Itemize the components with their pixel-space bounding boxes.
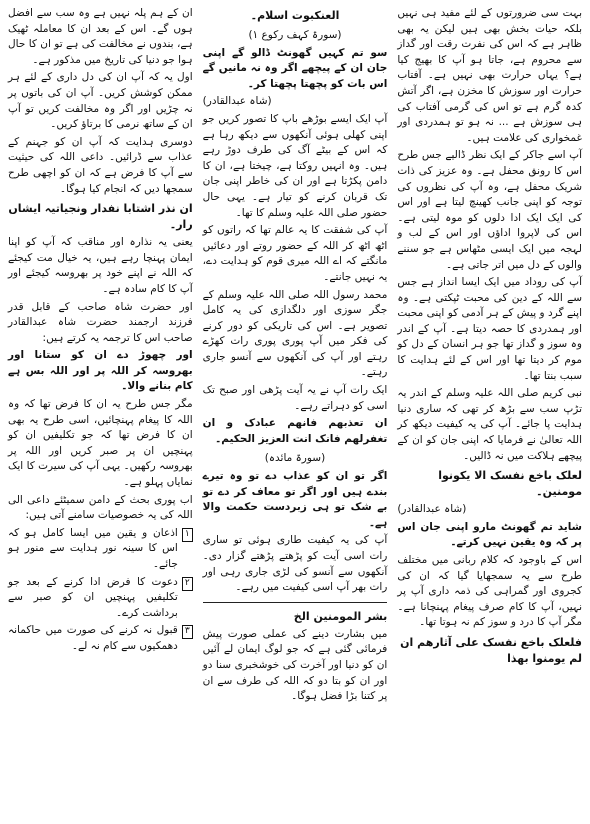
- section-heading: العنکبوت اسلام۔: [250, 9, 340, 22]
- footer-verse: فلعلک باخع نفسک علی آثارھم ان لم یومنوا بھذا: [400, 635, 582, 665]
- quotation: سو تم کہیں گھونٹ ڈالو گے اپنی جان ان کے پیچھے اگر وہ نہ مانیں گے اس بات کو پچھتا پچھتا کر۔: [202, 46, 388, 90]
- reference-note: (شاہ عبدالقادر): [202, 95, 272, 108]
- list-number: ۱: [182, 528, 193, 542]
- paragraph: آپ کی روداد میں ایک ایسا انداز ہے جس سے اللہ کے دین کی محبت ٹپکتی ہے۔ وہ اپنے گرد و پیش کے ہر آدمی کو اپنی محبت اور ہمدردی کا حصہ دیتا ہے۔ آپ کے اندر وہ سوز و گداز تھا جو ہر انسان کے دل کو موم کر دیتا تھا اور اس کے لئے ہدایت کا سبب بنتا تھا۔: [397, 276, 582, 382]
- paragraph: آپ کی شفقت کا یہ عالم تھا کہ راتوں کو اٹھ اٹھ کر اللہ کے حضور روتے اور دعائیں مانگتے کہ اے اللہ میری قوم کو ہدایت دے، یہ نہیں جانتے۔: [202, 224, 388, 283]
- paragraph: آپ ایک ایسے بوڑھے باپ کا تصور کریں جو اپنی کھلی ہوئی آنکھوں سے دیکھ رہا ہے کہ اس کے بیٹے آگ کی طرف دوڑ رہے ہیں۔ وہ انہیں روکتا ہے، چیختا ہے، ان کا دامن پکڑتا ہے اور ان کی خاطر اپنی جان تک قربان کرنے کو تیار ہے۔ یہی حال حضور صلی اللہ علیہ وسلم کا تھا۔: [202, 112, 388, 219]
- column-middle: [203, 6, 388, 818]
- list-number: ۲: [182, 577, 193, 591]
- paragraph: محمد رسول اللہ صلی اللہ علیہ وسلم کے جگر سوزی اور دلگدازی کی یہ کامل تصویر ہے۔ اس کی تاریکی کو دور کرنے کی فکر میں آپ پوری پوری رات کھڑے رہتے اور آپ کی آنکھوں سے آنسو جاری رہتے۔: [202, 288, 388, 379]
- divider: [203, 602, 388, 603]
- paragraph: نبی کریم صلی اللہ علیہ وسلم کے اندر یہ تڑپ سب سے بڑھ کر تھی کہ ساری دنیا ہدایت پا جائے۔ آپ کی یہ کیفیت دیکھ کر اللہ تعالیٰ نے فرمایا کہ اپنی جان کو ان کے پیچھے ہلاکت میں نہ ڈالیں۔: [397, 387, 582, 462]
- paragraph: ایک رات آپ نے یہ آیت پڑھی اور صبح تک اسی کو دہراتے رہے۔: [202, 384, 388, 412]
- list-number: ۳: [182, 625, 193, 639]
- list-item: [8, 623, 193, 654]
- paragraph: یعنی یہ نذارہ اور مناقب کہ آپ کو اپنا ایمان پہنچا رہے ہیں، یہ خیال مت کیجئے کہ اللہ نے اپنے خود پر بھروسہ کیجئے اور آپ کا کام سادہ ہے۔: [7, 236, 193, 295]
- section-heading: بشر المومنین الخ: [293, 609, 388, 623]
- paragraph: اور حضرت شاہ صاحب کے قابل قدر فرزند ارجمند حضرت شاہ عبدالقادر صاحب اس کا ترجمہ یہ کرتے ہیں:: [7, 300, 193, 344]
- section-heading: ان نذر اشتابا نفدار ونجیاتیہ ایشاں رار۔: [8, 202, 193, 232]
- paragraph: دوسری ہدایت کہ آپ ان کو جہنم کے عذاب سے ڈرائیں۔ داعی اللہ کی حیثیت سے آپ کا فرض ہے کہ ان کو اچھی طرح سمجھا دیں کہ انجام کیا ہوگا۔: [7, 135, 193, 195]
- list-text: اذعان و یقین میں ایسا کامل ہو کہ اس کا سینہ نور ہدایت سے منور ہو جائے۔: [7, 526, 178, 570]
- paragraph: آپ اسے جاکر کے ایک نظر ڈالیے جس طرح اس کا رونق محفل ہے۔ وہ عزیز کی ذات شریک محفل ہے، وہ آپ کی نظروں کی توجہ کو اپنی جانب کھینچ لیتا ہے اور اس کی ایک ایک ادا دلوں کو موہ لیتی ہے۔ اس کی لاپروا اداؤں اور اس کے لب و لہجہ میں ایک ایسی مٹھاس ہے جو سننے والوں کے دل میں اتر جاتی ہے۔: [397, 149, 582, 271]
- reference-note: (سورۃ مائدہ): [264, 452, 326, 465]
- quotation: اگر تو ان کو عذاب دے تو وہ تیرے بندے ہیں اور اگر تو معاف کر دے تو بے شک تو ہی زبردست حکمت والا ہے۔: [202, 470, 388, 529]
- list-item: [8, 575, 193, 622]
- section-heading: لعلک باخع نفسک الا یکونوا مومنین۔: [438, 469, 582, 499]
- verse: ان تعذبھم فانھم عبادک و ان تغفرلھم فانک انت العزیز الحکیم۔: [202, 417, 388, 445]
- paragraph: ان کے ہم پلہ نہیں ہے وہ سب سے افضل ہوں گے۔ اس کے بعد ان کا معاملہ ٹھیک ہے، بندوں نے مخالفت کی ہے تو ان کا حال ہوا جو دنیا کی تاریخ میں مذکور ہے۔: [7, 7, 193, 66]
- paragraph: اب پوری بحث کے دامن سمیٹئے داعی الی اللہ کی یہ خصوصیات سامنے آتی ہیں:: [7, 493, 193, 522]
- paragraph: میں بشارت دینے کی عملی صورت پیش فرمائی گئی ہے کہ جو لوگ ایمان لے آئیں ان کو دنیا اور آخرت کی خوشخبری سنا دو اور ان کو بتا دو کہ اللہ کی طرف سے ان پر کتنا بڑا فضل ہوگا۔: [202, 627, 388, 703]
- quotation: اور چھوڑ دے ان کو ستانا اور بھروسہ کر اللہ پر اور اللہ بس ہے کام بنانے والا۔: [7, 349, 193, 393]
- column-left: [8, 6, 193, 818]
- quotation: شاید تم گھونٹ مارو اپنی جان اس پر کہ وہ یقین نہیں کرتے۔: [397, 520, 582, 549]
- paragraph: بہت سی ضرورتوں کے لئے مفید ہی نہیں بلکہ حیات بخش بھی ہیں لیکن یہ بھی ظاہر ہے کہ اس کی نفرت رقت اور گداز سے محروم ہے، جاتا ہو آپ کا بھیج کیا ہے؟ یہاں حرارت بھی نہیں ہے۔ آفتاب حرارت اور سوزش کا مخزن ہے، اگر آتش کدہ گرم ہے تو اس کی گرمی آفتاب کی ہی سوزش ہے ... نہ ہو تو ہمدردی اور غمخواری کی علامت ہیں۔: [397, 7, 582, 144]
- reference-note: (سورۃ کہف رکوع ۱): [248, 29, 342, 41]
- paragraph: اس کے باوجود کہ کلام ربانی میں مختلف طرح سے یہ سمجھایا گیا کہ ان کی کجروی اور گمراہی کی ذمہ داری آپ پر نہیں، آپ کا کام صرف پیغام پہنچانا ہے۔ مگر آپ کا درد و سوز کم نہ ہوتا تھا۔: [397, 554, 582, 629]
- paragraph: اول یہ کہ آپ ان کی دل داری کے لئے ہر ممکن کوشش کریں۔ آپ ان کی باتوں پر نہ چڑیں اور اگر وہ مخالفت کریں تو آپ ان کے ساتھ نرمی کا برتاؤ کریں۔: [7, 71, 193, 131]
- paragraph: مگر جس طرح یہ ان کا فرض تھا کہ وہ اللہ کا پیغام پہنچائیں، اسی طرح یہ بھی ان کا فرض تھا کہ جو تکلیفیں ان کو پہنچیں ان پر صبر کریں اور اللہ پر بھروسہ رکھیں۔ یہی آپ کی سیرت کا ایک نمایاں پہلو ہے۔: [7, 398, 193, 489]
- list-item: [8, 526, 193, 573]
- paragraph: آپ کی یہ کیفیت طاری ہوئی تو ساری رات اسی آیت کو پڑھتے پڑھتے گزار دی۔ آنکھوں سے آنسو کی لڑی جاری رہی اور رات بھر آپ اسی کیفیت میں رہے۔: [202, 534, 388, 594]
- list-text: دعوت کا فرض ادا کرنے کے بعد جو تکلیفیں پہنچیں ان کو صبر سے برداشت کرے۔: [7, 575, 178, 619]
- column-right: [397, 6, 582, 818]
- list-text: قبول نہ کرنے کی صورت میں حاکمانہ دھمکیوں سے کام نہ لے۔: [7, 624, 178, 652]
- reference-note: (شاہ عبدالقادر): [397, 503, 467, 516]
